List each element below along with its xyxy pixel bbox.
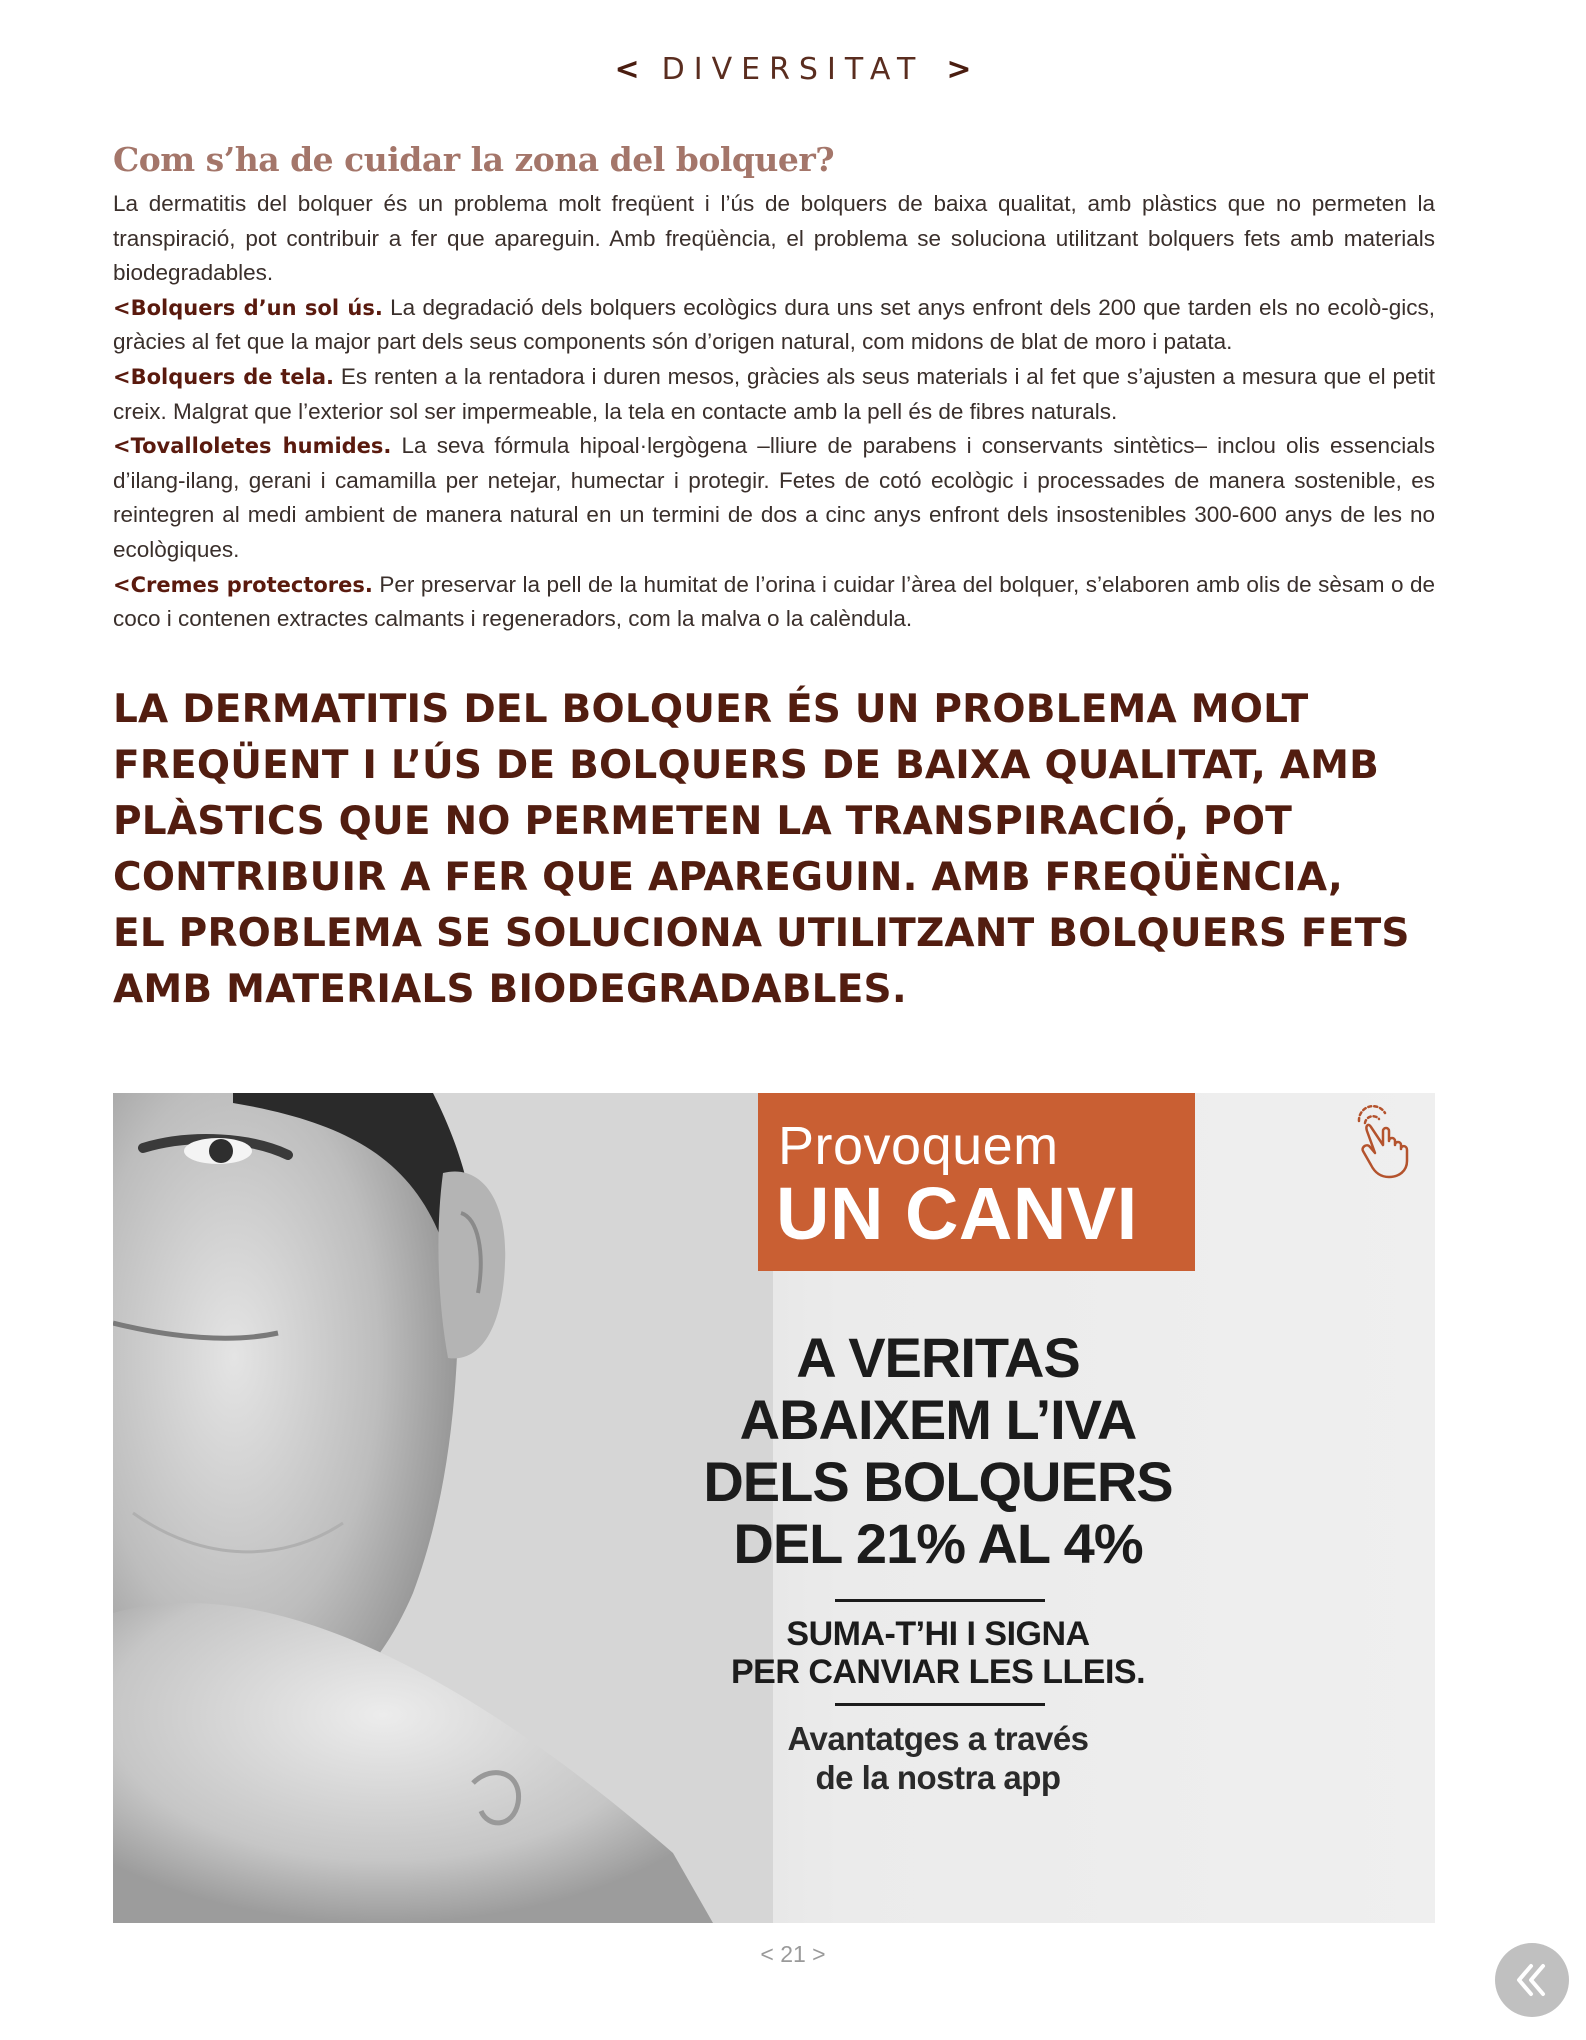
app-note-line: Avantatges a través — [787, 1720, 1089, 1757]
item-lead: <Tovalloletes humides. — [113, 434, 392, 459]
pull-quote-line: LA DERMATITIS DEL BOLQUER ÉS UN PROBLEMA MOLT — [113, 687, 1309, 732]
ad-headline-line: DEL 21% AL 4% — [733, 1512, 1143, 1575]
ad-headline-line: A VERITAS — [796, 1326, 1080, 1389]
article-item — [113, 291, 1435, 360]
item-lead: <Bolquers de tela. — [113, 364, 335, 389]
article-intro: La dermatitis del bolquer és un problema molt freqüent i l’ús de bolquers de baixa qualitat, amb plàstics que no permeten la transpiració, pot contribuir a fer que apareguin. Amb freqüència, el problema se soluciona utilitzant bolquers fets amb materials biodegradables. — [113, 191, 1435, 286]
pull-quote — [113, 682, 1443, 1018]
section-header — [0, 52, 1586, 87]
chevron-left-icon: < — [614, 52, 640, 87]
app-note-line: de la nostra app — [815, 1759, 1061, 1796]
section-label: DIVERSITAT — [661, 52, 925, 87]
item-lead: <Bolquers d’un sol ús. — [113, 295, 383, 320]
cta-line: PER CANVIAR LES LLEIS. — [730, 1653, 1146, 1691]
divider — [835, 1703, 1045, 1706]
page-number: < 21 > — [760, 1941, 826, 1967]
item-text: La seva fórmula hipoal·lergògena –lliure de parabens i conservants sintètics– inclou olis essencials d’ilang-ilang, gerani i camamilla per netejar, humectar i protegir. Fetes de cotó ecològic i processades de manera sostenible, es reintegren al medi ambient de manera natural en un termini de dos a cinc anys enfront dels insostenibles 300-600 anys de les no ecològiques. — [113, 433, 1435, 562]
ad-headline-line: DELS BOLQUERS — [703, 1450, 1173, 1513]
item-text: La degradació dels bolquers ecològics dura uns set anys enfront dels 200 que tarden els no ecolò-gics, gràcies al fet que la major part dels seus components són d’origen natural, com midons de blat de moro i patata. — [113, 294, 1435, 355]
article-item — [113, 360, 1435, 429]
brand-line-2: UN CANVI — [776, 1172, 1138, 1255]
ad-headline-line: ABAIXEM L’IVA — [739, 1388, 1137, 1451]
pull-quote-line: CONTRIBUIR A FER QUE APAREGUIN. AMB FREQÜÈNCIA, — [113, 855, 1343, 900]
ad-app-note — [673, 1719, 1203, 1797]
ad-headline — [673, 1327, 1203, 1575]
article-item — [113, 568, 1435, 637]
article-title: Com s’ha de cuidar la zona del bolquer? — [113, 140, 835, 179]
item-text: Per preservar la pell de la humitat de l’orina i cuidar l’àrea del bolquer, s’elaboren amb olis de sèsam o de coco i contenen extractes calmants i regeneradors, com la malva o la calèndula. — [113, 571, 1435, 632]
divider — [835, 1599, 1045, 1602]
back-button[interactable] — [1495, 1943, 1569, 2017]
article-item — [113, 429, 1435, 567]
brand-logo-box — [758, 1093, 1195, 1271]
brand-line-1: Provoquem — [778, 1116, 1059, 1176]
pull-quote-line: FREQÜENT I L’ÚS DE BOLQUERS DE BAIXA QUALITAT, AMB — [113, 743, 1380, 788]
item-lead: <Cremes protectores. — [113, 572, 373, 597]
cta-line: SUMA-T’HI I SIGNA — [786, 1615, 1090, 1653]
tap-hand-icon[interactable] — [1353, 1105, 1419, 1179]
pull-quote-line: EL PROBLEMA SE SOLUCIONA UTILITZANT BOLQUERS FETS — [113, 911, 1410, 956]
ad-call-to-action — [673, 1615, 1203, 1691]
advertisement-banner[interactable] — [113, 1093, 1435, 1923]
pull-quote-line: AMB MATERIALS BIODEGRADABLES. — [113, 967, 907, 1012]
chevron-right-icon: > — [946, 52, 972, 87]
item-text: Es renten a la rentadora i duren mesos, gràcies als seus materials i al fet que s’ajusten a mesura que el petit creix. Malgrat que l’exterior sol ser impermeable, la tela en contacte amb la pell és de fibres naturals. — [113, 363, 1435, 424]
double-chevron-left-icon — [1509, 1957, 1555, 2003]
pull-quote-line: PLÀSTICS QUE NO PERMETEN LA TRANSPIRACIÓ, POT — [113, 799, 1293, 844]
article — [113, 140, 1435, 637]
